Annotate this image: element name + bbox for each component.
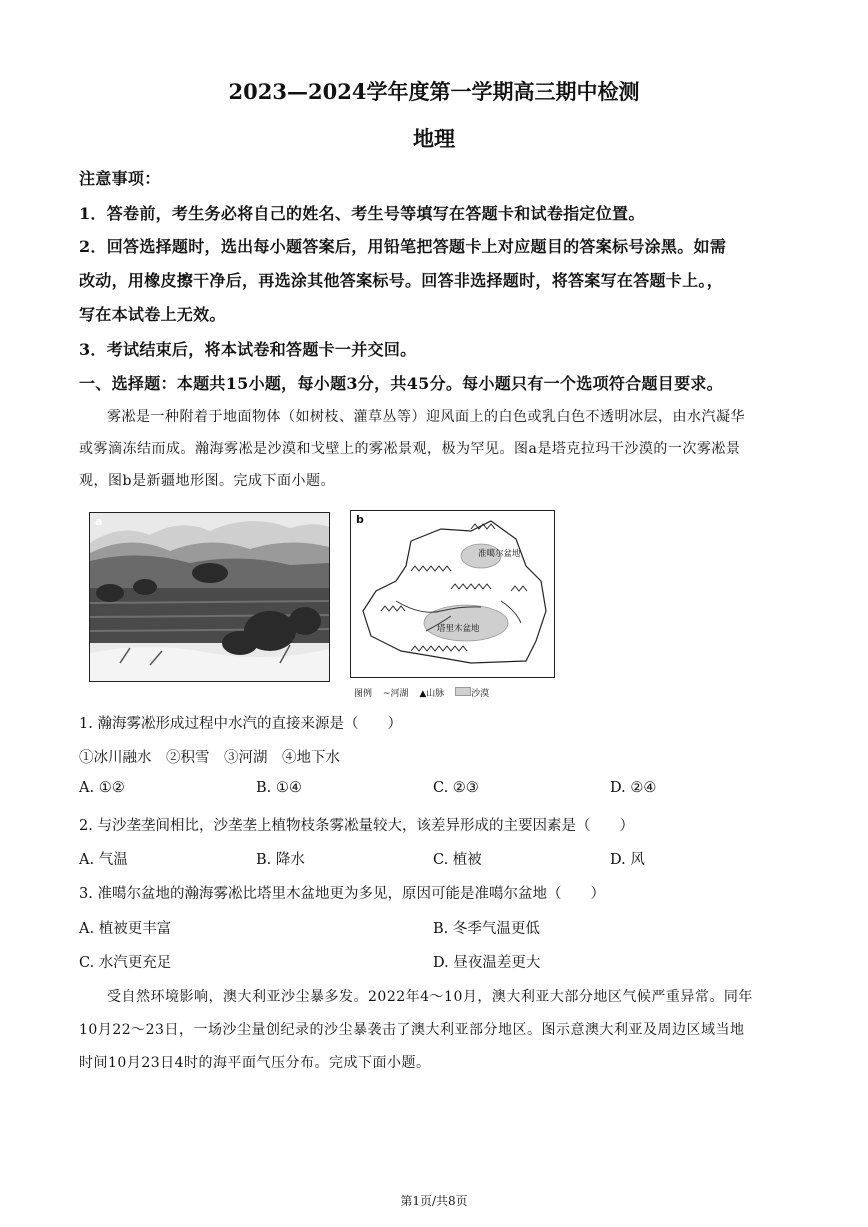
option-a: A. 气温: [79, 852, 128, 868]
figure-a-photo: [89, 512, 330, 682]
figure-b-label: b: [356, 513, 364, 526]
map-legend: [354, 686, 489, 699]
rime-landscape-image: [90, 513, 329, 681]
option-c: C. 植被: [433, 852, 482, 868]
notice-item: 写在本试卷上无效。: [79, 305, 226, 324]
option-d: D. 昼夜温差更大: [433, 955, 541, 971]
notice-item: 3．考试结束后，将本试卷和答题卡一并交回。: [79, 340, 417, 359]
page-number: 第1页/共8页: [400, 1194, 468, 1208]
passage-line: 雾凇是一种附着于地面物体（如树枝、灌草丛等）迎风面上的白色或乳白色不透明冰层，由水汽凝华: [107, 409, 745, 425]
option-a: A. ①②: [79, 780, 125, 796]
option-b: B. 冬季气温更低: [433, 921, 540, 937]
question-stem: 2. 与沙垄垄间相比，沙垄垄上植物枝条雾凇量较大，该差异形成的主要因素是（ ）: [79, 818, 634, 834]
basin-label-tarim: 塔里木盆地: [437, 624, 480, 634]
legend-mountain: 山脉: [426, 689, 445, 699]
option-c: C. 水汽更充足: [79, 955, 172, 971]
passage-line: 时间10月23日4时的海平面气压分布。完成下面小题。: [79, 1055, 431, 1071]
figure-b-map: [350, 510, 555, 678]
exam-title: 2023—2024学年度第一学期高三期中检测: [228, 79, 640, 104]
legend-river: 河湖: [390, 689, 409, 699]
river-legend-icon: ~: [382, 689, 391, 699]
question-stem: 1. 瀚海雾凇形成过程中水汽的直接来源是（ ）: [79, 716, 402, 732]
passage-line: 或雾滴冻结而成。瀚海雾凇是沙漠和戈壁上的雾凇景观，极为罕见。图a是塔克拉玛干沙漠的一次雾凇景: [79, 441, 741, 457]
question-items: ①冰川融水 ②积雪 ③河湖 ④地下水: [79, 750, 340, 766]
subject-title: 地理: [413, 126, 455, 151]
notice-item: 1．答卷前，考生务必将自己的姓名、考生号等填写在答题卡和试卷指定位置。: [79, 204, 645, 223]
option-a: A. 植被更丰富: [79, 921, 172, 937]
option-b: B. 降水: [256, 852, 305, 868]
passage-line: 10月22～23日，一场沙尘量创纪录的沙尘暴袭击了澳大利亚部分地区。图示意澳大利亚及周边区域当地: [79, 1022, 745, 1038]
mountain-legend-icon: ▲: [419, 689, 427, 699]
notice-item: 改动，用橡皮擦干净后，再选涂其他答案标号。回答非选择题时，将答案写在答题卡上。，: [79, 271, 724, 290]
option-d: D. 风: [610, 852, 645, 868]
section-heading: 一、选择题：本题共15小题，每小题3分，共45分。每小题只有一个选项符合题目要求。: [79, 374, 723, 393]
option-c: C. ②③: [433, 780, 479, 796]
notice-item: 2．回答选择题时，选出每小题答案后，用铅笔把答题卡上对应题目的答案标号涂黑。如需: [79, 237, 727, 256]
legend-title: 图例: [354, 689, 373, 699]
figure-a-label: a: [95, 515, 103, 528]
passage-line: 观，图b是新疆地形图。完成下面小题。: [79, 473, 335, 489]
question-stem: 3. 准噶尔盆地的瀚海雾凇比塔里木盆地更为多见，原因可能是准噶尔盆地（ ）: [79, 886, 605, 902]
legend-desert: 沙漠: [471, 689, 490, 699]
basin-label-junggar: 准噶尔盆地: [478, 549, 521, 559]
option-b: B. ①④: [256, 780, 302, 796]
passage-line: 受自然环境影响，澳大利亚沙尘暴多发。2022年4～10月，澳大利亚大部分地区气候严重异常。同年: [107, 989, 753, 1005]
desert-legend-icon: [455, 687, 471, 696]
notice-heading: 注意事项：: [79, 169, 161, 188]
xinjiang-terrain-map: [351, 511, 554, 677]
option-d: D. ②④: [610, 780, 657, 796]
